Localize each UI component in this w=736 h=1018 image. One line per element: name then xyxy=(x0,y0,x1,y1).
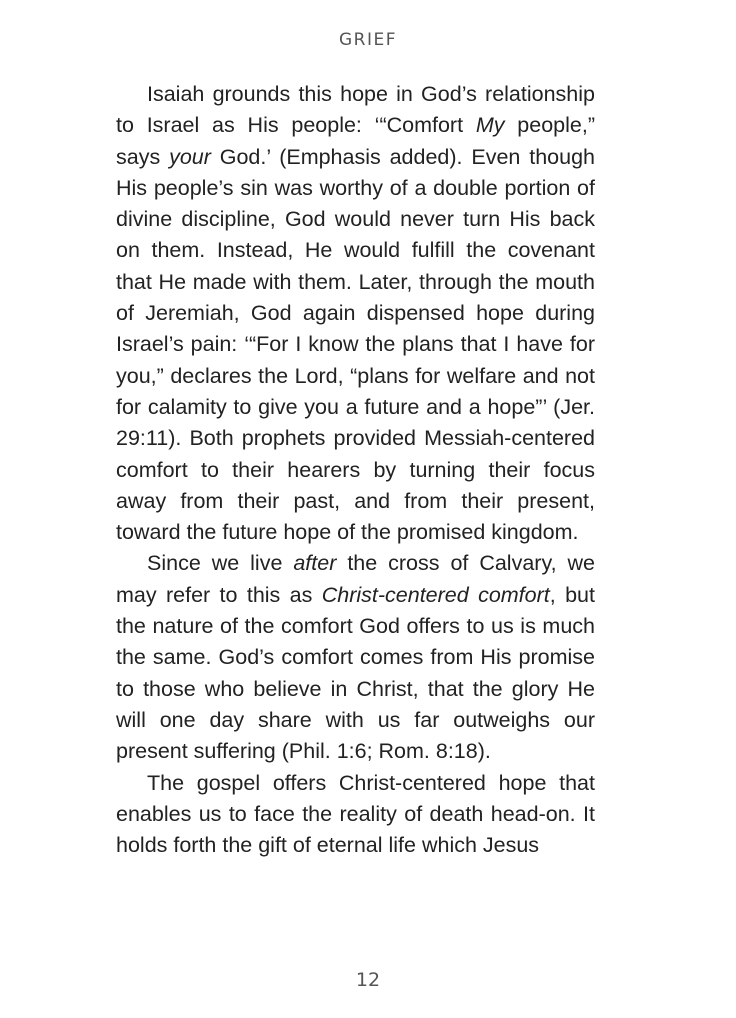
paragraph-calvary xyxy=(116,548,595,767)
emphasis: after xyxy=(293,551,337,576)
text-run: The gospel offers Christ-centered hope that enables us to face the reality of death head-on. It holds forth the gift of eternal life which Jesus xyxy=(116,770,595,858)
text-run: people,” says xyxy=(116,113,595,169)
paragraph-isaiah xyxy=(116,79,595,548)
running-head: GRIEF xyxy=(338,30,398,50)
text-run: Since we live xyxy=(147,551,294,576)
text-run: Isaiah grounds this hope in God’s relationship to Israel as His people: ‘“Comfort xyxy=(116,82,595,138)
text-run: God.’ (Emphasis added). Even though His people’s sin was worthy of a double portion of divine discipline, God would never turn His back on them. Instead, He would fulfill the covenant that He made with them. Later, through the mouth of Jeremiah, God again dispensed hope during Israel’s pain: ‘“For I know the plans that I have for you,” declares the Lord, “plans for welfare and not for calamity to give you a future and a hope”’ (Jer. 29:11). Both prophets provided Messiah-centered comfort to their hearers by turning their focus away from their past, and from their present, toward the future hope of the promised kingdom. xyxy=(116,144,595,545)
emphasis: My xyxy=(475,113,505,138)
page-number: 12 xyxy=(355,969,381,991)
emphasis: Christ-centered comfort xyxy=(321,582,550,607)
text-run: , but the nature of the comfort God offers to us is much the same. God’s comfort comes from His promise to those who believe in Christ, that the glory He will one day share with us far outweighs our present suffering (Phil. 1:6; Rom. 8:18). xyxy=(116,582,595,764)
emphasis: your xyxy=(169,144,211,169)
text-run: the cross of Calvary, we may refer to this as xyxy=(116,551,595,607)
body-text xyxy=(116,79,595,861)
paragraph-gospel xyxy=(116,768,595,862)
